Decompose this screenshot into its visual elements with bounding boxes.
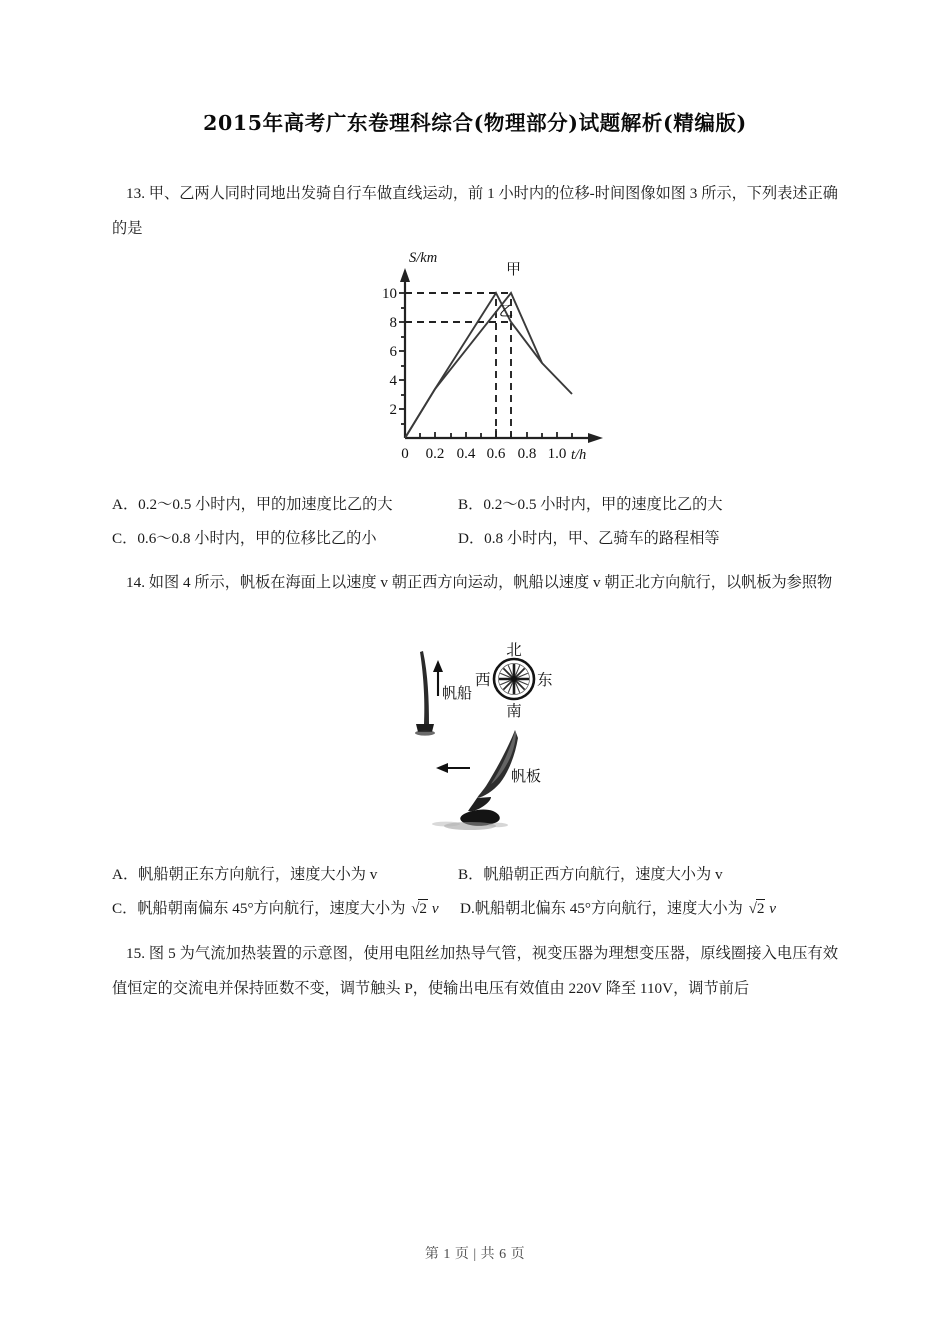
question-13-option-row-2 — [112, 522, 838, 556]
chart-guide-lines — [405, 293, 511, 438]
option-13-D-label: D． — [458, 530, 485, 547]
option-13-C-text: 0.6～0.8 小时内，甲的位移比乙的小 — [137, 530, 377, 547]
question-13-option-row-1 — [112, 488, 838, 522]
xtick-0p8: 0.8 — [517, 446, 537, 462]
xtick-0p6: 0.6 — [486, 446, 506, 462]
sailboat-label: 帆船 — [442, 684, 473, 702]
radical-symbol: √ — [411, 901, 420, 917]
option-14-C-unit: v — [428, 900, 439, 917]
radical-symbol: √ — [748, 901, 757, 917]
option-14-A-label: A． — [112, 866, 139, 883]
series-jia-curve — [405, 293, 572, 438]
figure-4-compass-and-boats — [398, 638, 608, 834]
option-14-C-label: C． — [112, 900, 138, 917]
question-14-options — [112, 858, 838, 926]
option-13-D[interactable] — [458, 530, 720, 547]
ytick-10: 10 — [382, 286, 397, 302]
xtick-1p0: 1.0 — [547, 446, 567, 462]
question-14-option-row-2 — [112, 892, 838, 926]
option-14-B-label: B． — [458, 866, 484, 883]
question-14-number: 14. — [126, 574, 145, 591]
option-13-A-label: A． — [112, 496, 139, 513]
xtick-0: 0 — [401, 446, 409, 462]
question-13-number: 13. — [126, 185, 145, 202]
compass-label-east: 东 — [537, 671, 553, 689]
y-axis-arrow — [400, 268, 410, 282]
option-13-B-label: B． — [458, 496, 484, 513]
ytick-2: 2 — [389, 402, 397, 418]
x-axis-label: t/h — [571, 447, 587, 463]
option-14-A[interactable] — [112, 858, 458, 892]
compass-label-north: 北 — [506, 641, 522, 659]
y-axis-label: S/km — [409, 250, 438, 266]
option-14-B-text: 帆船朝正西方向航行，速度大小为 v — [483, 866, 723, 883]
option-14-D-unit: v — [765, 900, 776, 917]
compass-rose — [494, 659, 534, 699]
option-14-C[interactable] — [112, 892, 460, 926]
question-14-text: 如图 4 所示，帆板在海面上以速度 v 朝正西方向运动，帆船以速度 v 朝正北方向航行，以帆板为参照物 — [148, 574, 833, 591]
option-14-D[interactable] — [460, 900, 776, 917]
x-axis-arrow — [588, 433, 603, 443]
question-13-options — [112, 488, 838, 556]
windsurf-label: 帆板 — [511, 767, 542, 785]
question-13-text: 甲、乙两人同时同地出发骑自行车做直线运动，前 1 小时内的位移-时间图像如图 3 所示，下列表述正确的是 — [112, 185, 838, 237]
y-axis-tick-labels — [382, 286, 398, 418]
option-14-B[interactable] — [458, 866, 723, 883]
sailboat-arrow-head — [433, 660, 443, 672]
page-title: 2015年高考广东卷理科综合(物理部分)试题解析(精编版) — [203, 111, 747, 135]
question-15-number: 15. — [126, 945, 145, 962]
question-13-stem — [112, 176, 838, 246]
chart-axes — [405, 278, 593, 438]
question-14-stem — [112, 565, 838, 600]
page-footer: 第 1 页 | 共 6 页 — [424, 1247, 526, 1262]
option-14-D-text: 帆船朝北偏东 45°方向航行，速度大小为 — [474, 900, 747, 917]
xtick-0p2: 0.2 — [425, 446, 445, 462]
windsurf-arrow-head — [436, 763, 448, 773]
question-15-text: 图 5 为气流加热装置的示意图，使用电阻丝加热导气管，视变压器为理想变压器，原线圈接入电压有效值恒定的交流电并保持匝数不变，调节触头 P，使输出电压有效值由 220V 降至 110V，调节前后 — [112, 945, 839, 997]
sqrt-expression — [409, 892, 428, 926]
option-13-B[interactable] — [458, 496, 723, 513]
sqrt-expression — [747, 892, 766, 926]
option-14-D-label: D. — [460, 900, 475, 917]
ytick-4: 4 — [389, 373, 397, 389]
option-13-C-label: C． — [112, 530, 138, 547]
series-label-jia: 甲 — [506, 260, 522, 278]
option-13-C[interactable] — [112, 522, 458, 556]
option-14-A-text: 帆船朝正东方向航行，速度大小为 v — [138, 866, 378, 883]
option-14-C-text: 帆船朝南偏东 45°方向航行，速度大小为 — [137, 900, 410, 917]
sailboat-silhouette — [415, 651, 435, 736]
series-yi-curve — [405, 293, 542, 438]
option-13-A[interactable] — [112, 488, 458, 522]
question-15-stem — [112, 936, 838, 1006]
windsurf-silhouette — [432, 730, 518, 830]
ytick-8: 8 — [389, 315, 397, 331]
radicand: 2 — [756, 900, 765, 917]
ytick-6: 6 — [389, 344, 397, 360]
series-label-yi: 乙 — [499, 304, 513, 320]
figure-3-displacement-time-chart — [375, 246, 625, 471]
question-14-option-row-1 — [112, 858, 838, 892]
xtick-0p4: 0.4 — [456, 446, 476, 462]
option-13-A-text: 0.2～0.5 小时内，甲的加速度比乙的大 — [138, 496, 393, 513]
option-13-D-text: 0.8 小时内，甲、乙骑车的路程相等 — [484, 530, 720, 547]
radicand: 2 — [419, 900, 428, 917]
option-13-B-text: 0.2～0.5 小时内，甲的速度比乙的大 — [483, 496, 723, 513]
compass-label-south: 南 — [506, 702, 522, 720]
x-axis-tick-labels — [401, 446, 566, 462]
compass-label-west: 西 — [475, 671, 491, 689]
